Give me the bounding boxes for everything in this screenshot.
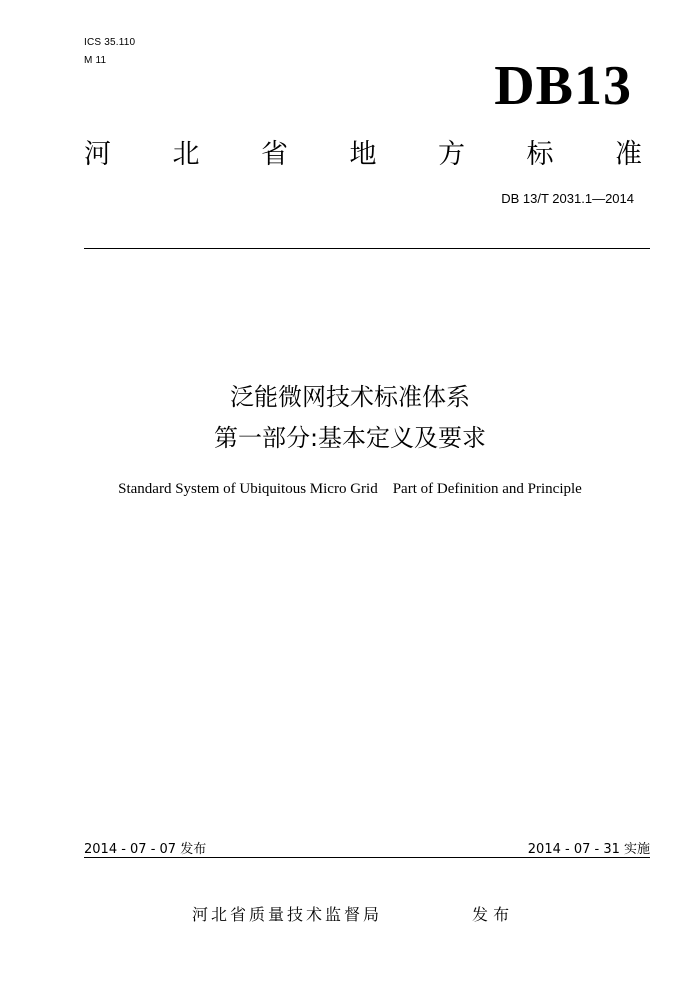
ics-code: ICS 35.110 [84, 37, 136, 48]
classification-code: M 11 [84, 55, 107, 66]
standard-type-char: 地 [349, 139, 377, 170]
title-cn-line-2: 第一部分:基本定义及要求 [213, 424, 487, 452]
issue-date: 2014 - 07 - 07 发布 [84, 842, 207, 857]
standard-type-char: 河 [84, 139, 111, 170]
issuer: 河北省质量技术监督局 [192, 905, 383, 924]
title-cn-line-1: 泛能微网技术标准体系 [230, 383, 470, 411]
standard-type [84, 138, 642, 172]
standard-type-char: 标 [526, 139, 554, 170]
standard-number: DB 13/T 2031.1—2014 [501, 191, 634, 206]
standard-type-char: 北 [172, 139, 200, 170]
header-divider [84, 248, 650, 249]
implementation-date: 2014 - 07 - 31 实施 [527, 842, 650, 857]
standard-type-char: 省 [261, 139, 288, 170]
db13-logo: DB13 [494, 55, 632, 117]
footer-divider [84, 857, 650, 858]
standard-type-char: 方 [438, 139, 465, 170]
standard-type-char: 准 [615, 139, 642, 170]
issue-verb: 发 布 [472, 905, 510, 924]
title-en: Standard System of Ubiquitous Micro Grid Part of Definition and Principle [118, 481, 582, 497]
